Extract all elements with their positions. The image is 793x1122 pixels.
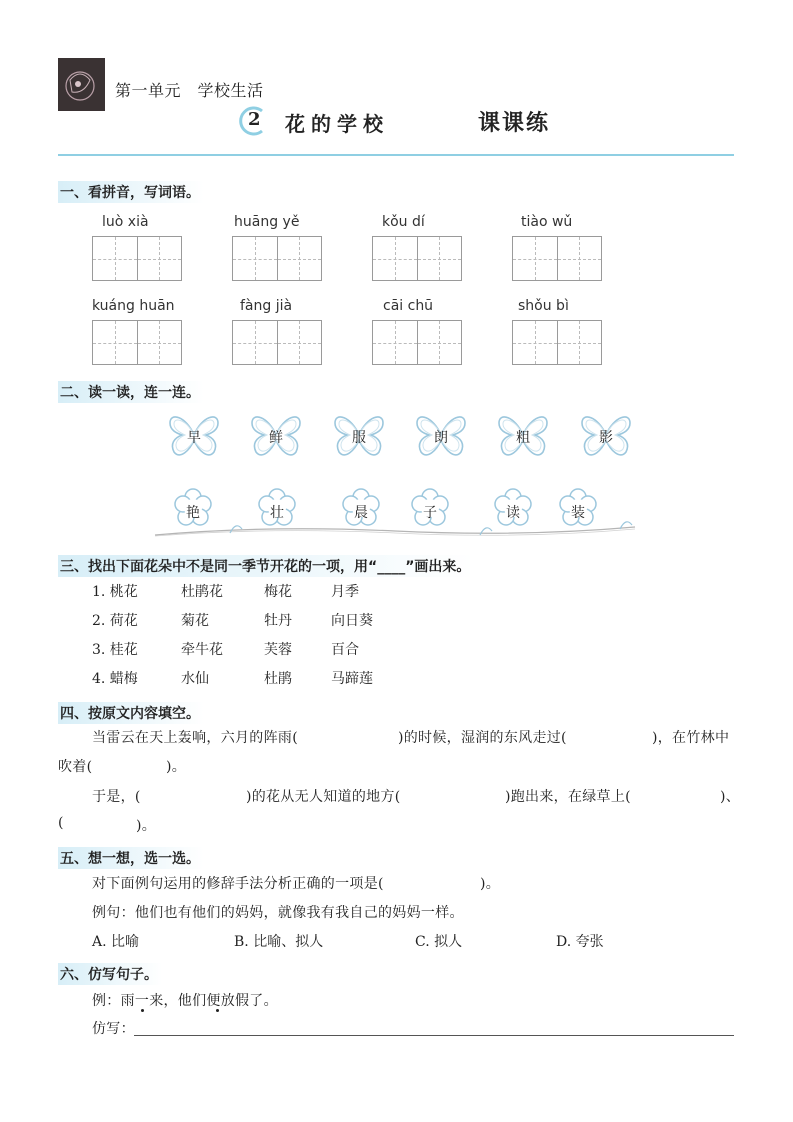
fill-text: )跑出来，在绿草上( xyxy=(505,789,631,805)
lesson-number: 2 xyxy=(248,109,261,130)
section-6-title: 六、仿写句子。 xyxy=(58,963,162,985)
option-a[interactable]: A. 比喻 xyxy=(92,934,140,950)
flower-option[interactable]: 1. 桃花 xyxy=(92,584,138,600)
top-char-5[interactable]: 粗 xyxy=(516,430,530,446)
writing-grid-4[interactable] xyxy=(512,236,602,281)
section-5-title: 五、想一想，选一选。 xyxy=(58,847,204,869)
writing-grid-3[interactable] xyxy=(372,236,462,281)
flower-option[interactable]: 马蹄莲 xyxy=(331,671,373,687)
flower-option[interactable]: 向日葵 xyxy=(331,613,373,629)
fill-text: )的花从无人知道的地方( xyxy=(246,789,401,805)
pinyin-7: cāi chū xyxy=(383,298,434,314)
writing-grid-6[interactable] xyxy=(232,320,322,365)
bottom-char-5[interactable]: 读 xyxy=(506,505,520,521)
writing-grid-8[interactable] xyxy=(512,320,602,365)
lesson-tag: 课课练 xyxy=(478,111,551,136)
example-sentence: 例句：他们也有他们的妈妈，就像我有我自己的妈妈一样。 xyxy=(92,905,464,921)
section-1-title: 一、看拼音，写词语。 xyxy=(58,181,204,203)
pinyin-1: luò xià xyxy=(102,214,149,230)
fill-text: )、 xyxy=(720,789,741,805)
question-text-end: )。 xyxy=(480,876,501,892)
bottom-char-2[interactable]: 壮 xyxy=(270,505,284,521)
option-d[interactable]: D. 夸张 xyxy=(556,934,604,950)
imitation-answer-line[interactable] xyxy=(134,1035,734,1036)
question-text: 对下面例句运用的修辞手法分析正确的一项是( xyxy=(92,876,384,892)
flower-option[interactable]: 梅花 xyxy=(264,584,292,600)
flower-option[interactable]: 2. 荷花 xyxy=(92,613,138,629)
writing-grid-7[interactable] xyxy=(372,320,462,365)
fill-text: 吹着( xyxy=(58,759,93,775)
option-c[interactable]: C. 拟人 xyxy=(415,934,463,950)
bottom-char-1[interactable]: 艳 xyxy=(186,505,200,521)
top-char-4[interactable]: 朗 xyxy=(434,430,448,446)
example-sentence: 例：雨一来，他们便放假了。 xyxy=(92,993,278,1009)
fill-text: 于是，( xyxy=(92,789,141,805)
pinyin-2: huāng yě xyxy=(234,214,300,230)
fill-text: 当雷云在天上轰响，六月的阵雨( xyxy=(92,730,298,746)
fill-text: )的时候，湿润的东风走过( xyxy=(398,730,567,746)
pinyin-3: kǒu dí xyxy=(382,214,425,230)
pinyin-5: kuáng huān xyxy=(92,298,175,314)
top-char-2[interactable]: 鲜 xyxy=(269,430,283,446)
pinyin-6: fàng jià xyxy=(240,298,293,314)
top-char-3[interactable]: 服 xyxy=(352,430,366,446)
flower-option[interactable]: 杜鹃 xyxy=(264,671,292,687)
unit-label: 第一单元 学校生活 xyxy=(115,81,264,100)
flower-option[interactable]: 芙蓉 xyxy=(264,642,292,658)
flower-option[interactable]: 4. 蜡梅 xyxy=(92,671,138,687)
emphasis-dot xyxy=(216,1009,219,1012)
top-char-1[interactable]: 早 xyxy=(187,430,201,446)
bottom-char-4[interactable]: 子 xyxy=(423,505,437,521)
writing-grid-5[interactable] xyxy=(92,320,182,365)
flower-option[interactable]: 水仙 xyxy=(181,671,209,687)
flower-option[interactable]: 月季 xyxy=(331,584,359,600)
fill-text: )。 xyxy=(166,759,187,775)
fill-text: )，在竹林中 xyxy=(652,730,730,746)
unit-logo-icon xyxy=(58,58,105,111)
flower-option[interactable]: 3. 桂花 xyxy=(92,642,138,658)
section-4-title: 四、按原文内容填空。 xyxy=(58,702,204,724)
writing-grid-1[interactable] xyxy=(92,236,182,281)
pinyin-4: tiào wǔ xyxy=(521,214,573,230)
fill-text: ( xyxy=(58,815,64,831)
section-2-title: 二、读一读，连一连。 xyxy=(58,381,204,403)
lesson-title: 花的学校 xyxy=(285,112,389,136)
bottom-char-3[interactable]: 晨 xyxy=(354,505,368,521)
flower-option[interactable]: 杜鹃花 xyxy=(181,584,223,600)
top-char-6[interactable]: 影 xyxy=(599,430,613,446)
flower-option[interactable]: 菊花 xyxy=(181,613,209,629)
header-divider xyxy=(58,154,734,156)
imitation-label: 仿写： xyxy=(92,1021,135,1037)
flower-option[interactable]: 牡丹 xyxy=(264,613,292,629)
section-3-title: 三、找出下面花朵中不是同一季节开花的一项，用“____”画出来。 xyxy=(58,555,474,577)
writing-grid-2[interactable] xyxy=(232,236,322,281)
fill-text: )。 xyxy=(136,818,157,834)
pinyin-8: shǒu bì xyxy=(518,298,569,314)
bottom-char-6[interactable]: 装 xyxy=(571,505,585,521)
emphasis-dot xyxy=(141,1009,144,1012)
option-b[interactable]: B. 比喻、拟人 xyxy=(234,934,324,950)
flower-option[interactable]: 牵牛花 xyxy=(181,642,223,658)
flower-option[interactable]: 百合 xyxy=(331,642,359,658)
